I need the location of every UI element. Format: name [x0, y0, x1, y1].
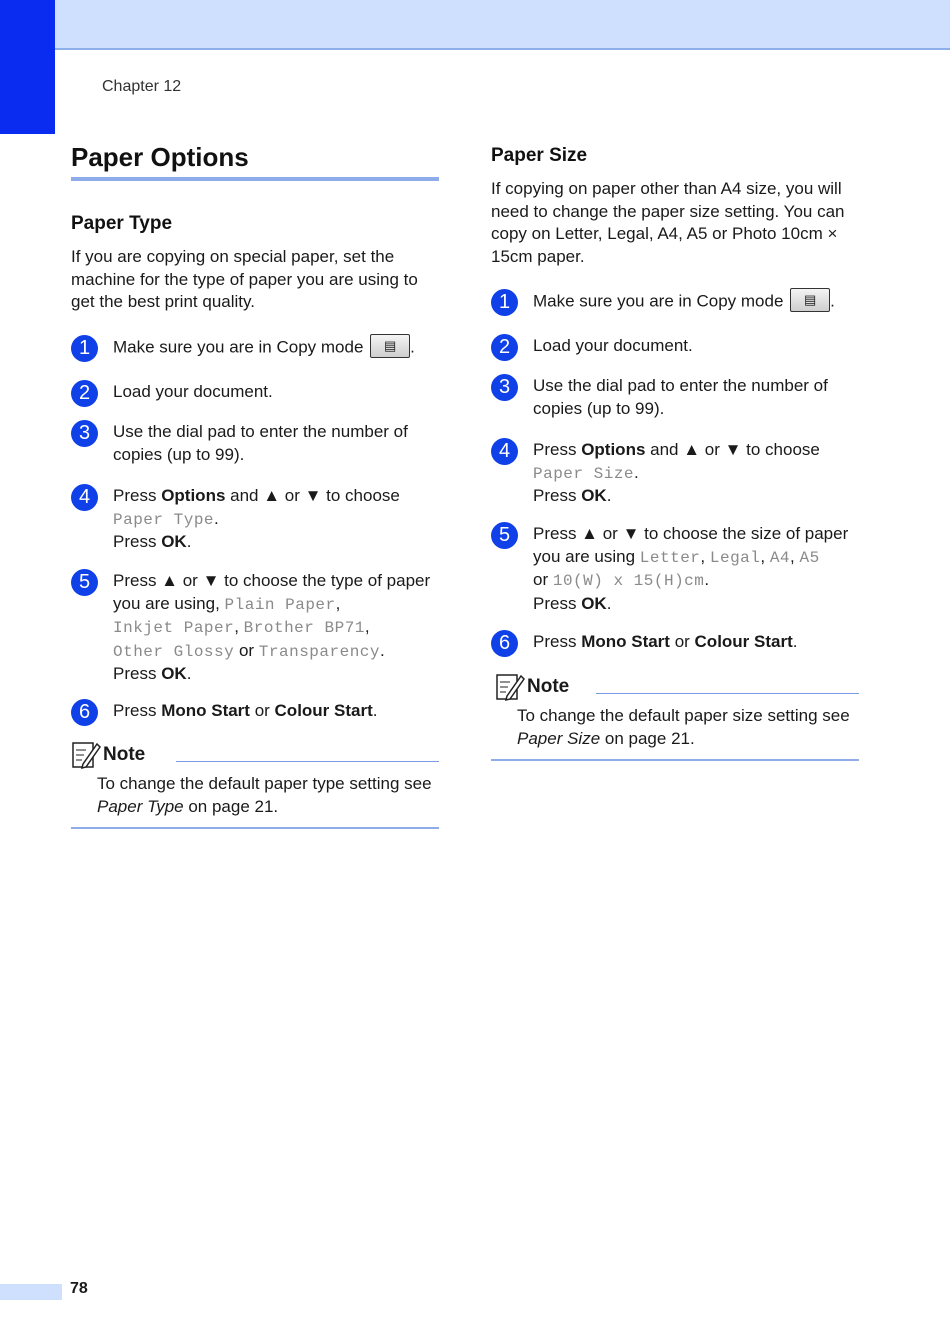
step-text-part: Press — [113, 701, 162, 720]
lcd-option: 10(W) x 15(H)cm — [552, 572, 705, 590]
step-text-part: . — [792, 632, 798, 651]
note-rule — [596, 693, 859, 694]
note-pencil-icon — [71, 740, 101, 770]
step-text-part: Make sure you are in Copy mode — [113, 337, 364, 357]
lcd-option: Letter — [639, 548, 701, 567]
step-text-part: . — [186, 532, 192, 551]
lcd-option: Transparency — [258, 642, 380, 661]
step-text-part: or — [669, 632, 695, 651]
note-text — [517, 705, 859, 750]
step-text-part: , — [700, 546, 710, 566]
ok-key-label: OK — [161, 664, 187, 683]
note-text-part: on page 21. — [600, 728, 695, 748]
step-text-part: Press — [113, 532, 162, 551]
lcd-option: Inkjet Paper — [113, 619, 235, 637]
note-pencil-icon — [495, 672, 525, 702]
title-rule — [71, 177, 439, 181]
step-text-part: Press — [533, 632, 582, 651]
copy-mode-key-icon: ▤ — [790, 288, 830, 312]
step-text-part: , — [364, 617, 370, 636]
intro-paragraph: If copying on paper other than A4 size, you will need to change the paper size setting. You can copy on Letter, Legal, A4, A5 or Photo 10cm × 15cm paper. — [491, 179, 845, 266]
chapter-tab — [0, 0, 55, 134]
step-number: 4 — [71, 484, 98, 511]
step-number: 1 — [71, 335, 98, 362]
colour-start-key-label: Colour Start — [274, 701, 373, 720]
step-text — [533, 439, 863, 508]
step-text-part: . — [186, 664, 192, 683]
step-number: 2 — [491, 334, 518, 361]
lcd-option: Other Glossy — [113, 642, 235, 661]
step-text-part: Make sure you are in Copy mode — [533, 291, 784, 311]
note-title: Note — [527, 676, 570, 697]
step-text-part: , — [790, 546, 800, 566]
footer-bar — [0, 1284, 62, 1300]
note-text-part: To change the default paper size setting see — [517, 706, 850, 725]
step-text-part: or — [533, 570, 553, 589]
step-number: 3 — [71, 420, 98, 447]
page-number: 78 — [70, 1280, 88, 1297]
step-number: 6 — [71, 699, 98, 726]
lcd-option: A5 — [799, 548, 820, 567]
step-text — [113, 570, 443, 686]
step-text-part: or — [249, 701, 275, 720]
ok-key-label: OK — [581, 593, 607, 613]
step-text-part: . — [410, 337, 415, 357]
step-text-part: . — [606, 486, 612, 505]
step-text — [113, 336, 443, 360]
step-text-part: and ▲ or ▼ to choose — [225, 486, 400, 505]
step-number: 5 — [71, 569, 98, 596]
note-header — [495, 672, 570, 707]
step-text: Load your document. — [533, 336, 693, 355]
step-text-part: , — [760, 546, 770, 566]
note-bottom-rule — [71, 827, 439, 829]
note-title: Note — [103, 744, 146, 765]
step-text-part: and ▲ or ▼ to choose — [645, 440, 820, 459]
note-header — [71, 740, 146, 775]
page-title: Paper Options — [71, 142, 249, 172]
step-text-part: . — [704, 570, 710, 589]
lcd-option: Paper Type — [113, 510, 215, 529]
header-band — [0, 0, 950, 50]
options-key-label: Options — [581, 440, 646, 459]
chapter-label: Chapter 12 — [102, 78, 182, 95]
colour-start-key-label: Colour Start — [694, 632, 793, 651]
step-text-part: Press — [533, 593, 582, 613]
intro-paragraph: If you are copying on special paper, set the machine for the type of paper you are using to get the best print quality. — [71, 247, 418, 311]
ok-key-label: OK — [161, 532, 187, 551]
note-text-part: To change the default paper type setting see — [97, 774, 432, 793]
step-number: 3 — [491, 374, 518, 401]
step-text — [533, 631, 863, 654]
ok-key-label: OK — [581, 486, 607, 505]
step-text — [533, 523, 863, 615]
step-number: 2 — [71, 380, 98, 407]
mono-start-key-label: Mono Start — [161, 701, 250, 720]
options-key-label: Options — [161, 486, 226, 505]
step-text: Load your document. — [113, 382, 273, 401]
step-text-part: , — [234, 617, 244, 636]
step-text: Use the dial pad to enter the number of copies (up to 99). — [533, 376, 828, 418]
step-text-part: . — [830, 291, 835, 311]
step-text-part: . — [606, 593, 612, 613]
step-number: 6 — [491, 630, 518, 657]
step-text-part: . — [634, 462, 639, 482]
step-text-part: , — [335, 593, 341, 613]
note-bottom-rule — [491, 759, 859, 761]
step-text — [113, 485, 443, 554]
lcd-option: Legal — [709, 548, 761, 567]
note-text-part: on page 21. — [183, 796, 279, 816]
note-text — [97, 773, 439, 818]
step-text-part: . — [380, 640, 385, 660]
step-number: 4 — [491, 438, 518, 465]
mono-start-key-label: Mono Start — [581, 632, 670, 651]
step-text-part: Press ▲ or ▼ to choose the type of paper you are using, — [113, 571, 431, 613]
section-heading-paper-size: Paper Size — [491, 145, 588, 166]
step-text-part: Press ▲ or ▼ to choose the size of paper you are using — [533, 524, 849, 566]
step-text-part: . — [214, 508, 219, 528]
lcd-option: Paper Size — [533, 464, 635, 483]
cross-reference: Paper Size — [517, 728, 601, 748]
step-text-part: Press — [113, 664, 162, 683]
step-text-part: Press — [533, 486, 582, 505]
step-text-part: . — [372, 701, 378, 720]
lcd-option: Plain Paper — [224, 595, 336, 614]
step-text — [113, 700, 443, 723]
step-text — [533, 290, 863, 314]
lcd-option: A4 — [769, 548, 791, 567]
step-number: 1 — [491, 289, 518, 316]
step-text: Use the dial pad to enter the number of copies (up to 99). — [113, 422, 408, 464]
step-text-part: Press — [113, 486, 162, 505]
section-heading-paper-type: Paper Type — [71, 213, 173, 234]
lcd-option: Brother BP71 — [243, 619, 365, 637]
cross-reference: Paper Type — [97, 796, 184, 816]
step-text-part: Press — [533, 440, 582, 459]
copy-mode-key-icon: ▤ — [370, 334, 410, 358]
step-text-part: or — [234, 640, 259, 660]
note-rule — [176, 761, 439, 762]
step-number: 5 — [491, 522, 518, 549]
